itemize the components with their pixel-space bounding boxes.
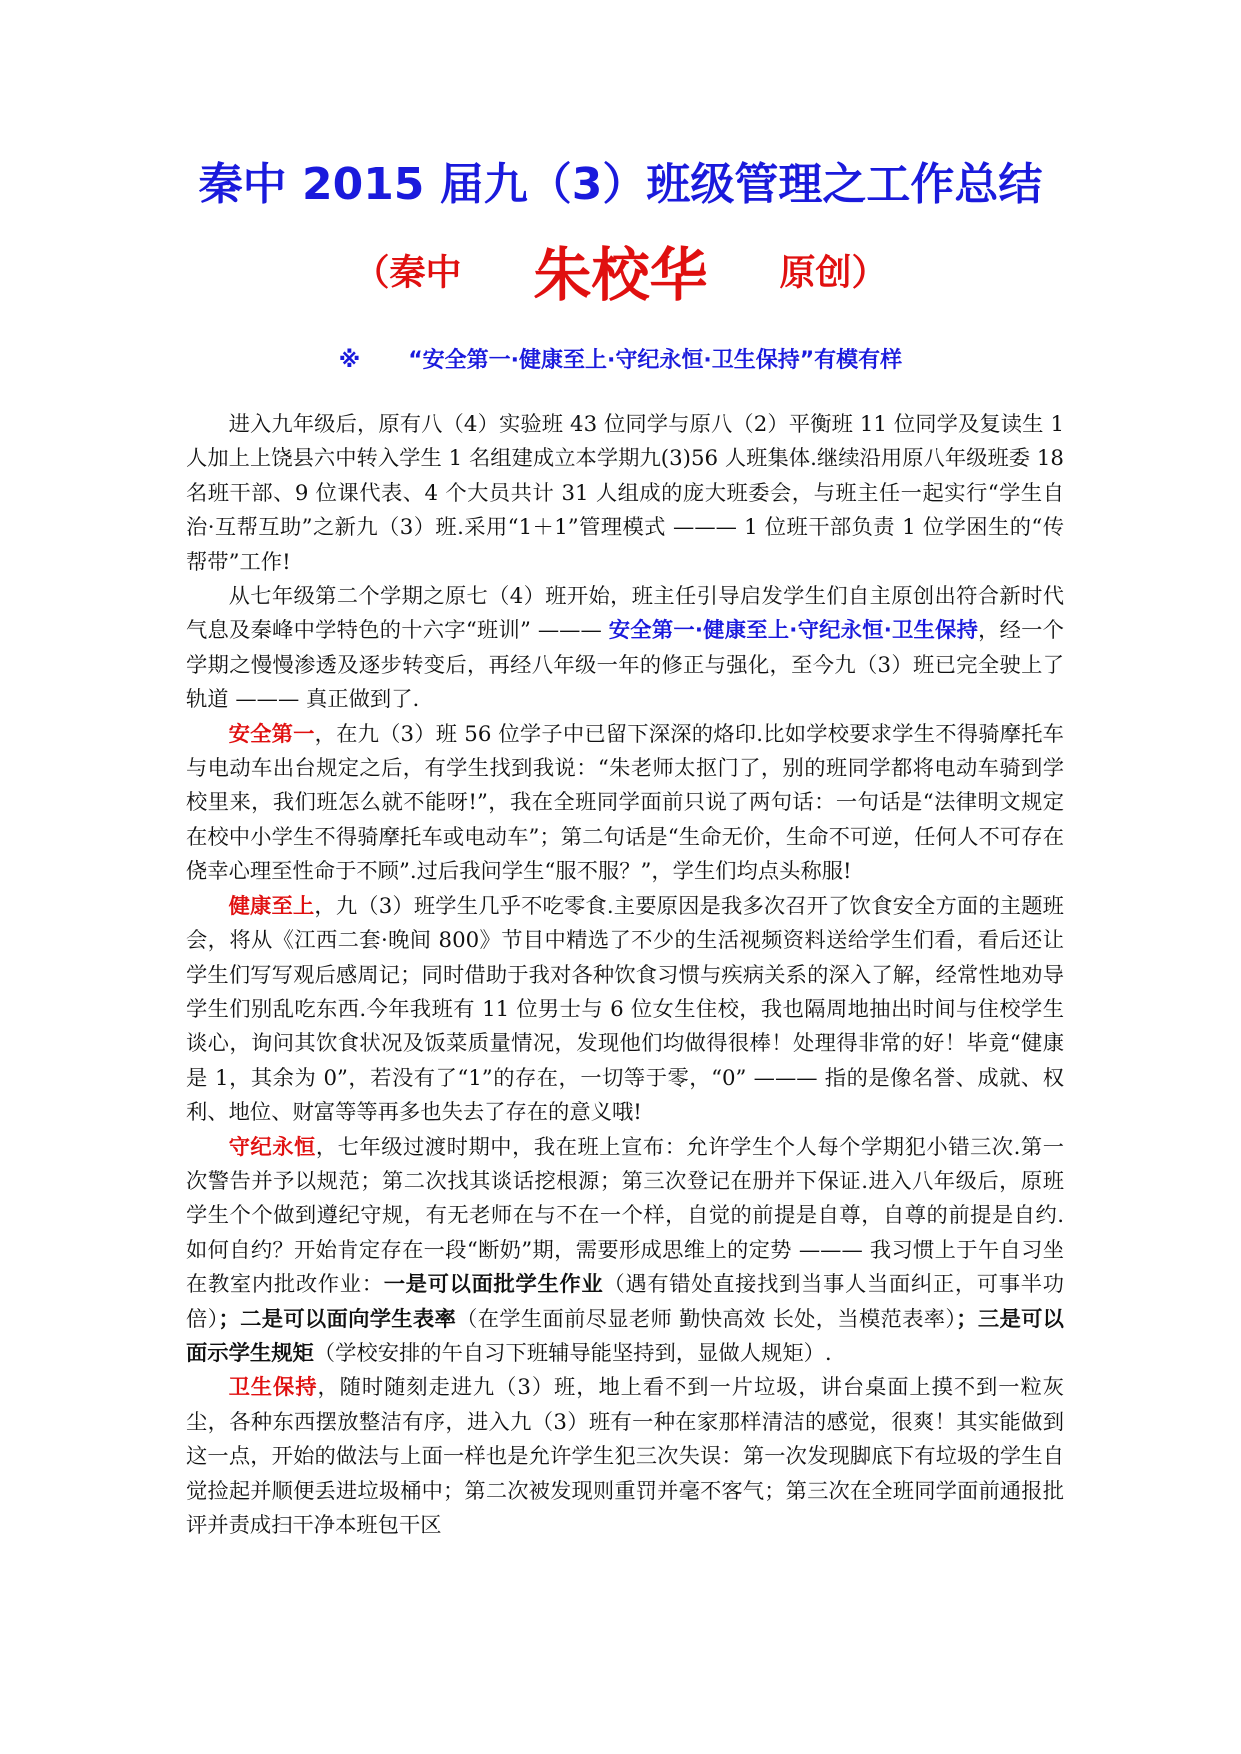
paragraph-text: ，在九（3）班 56 位学子中已留下深深的烙印.比如学校要求学生不得骑摩托车与电动车出台规定之后，有学生找到我说：“朱老师太抠门了，别的班同学都将电动车骑到学校里来，我们班怎么就不能呀!”，我在全班同学面前只说了两句话：一句话是“法律明文规定在校中小学生不得骑摩托车或电动车”；第二句话是“生命无价，生命不可逆，任何人不可存在侥幸心理至性命于不顾”.过后我问学生“服不服？”，学生们均点头称服! <box>186 721 1064 885</box>
paragraph-motto-origin <box>186 580 1064 718</box>
paragraph-discipline <box>186 1131 1064 1372</box>
paragraph-text: （在学生面前尽显老师 勤快高效 长处，当模范表率） <box>456 1306 957 1332</box>
document-body <box>186 408 1064 1543</box>
paragraph-text: ，随时随刻走进九（3）班，地上看不到一片垃圾，讲台桌面上摸不到一粒灰尘，各种东西摆放整洁有序，进入九（3）班有一种在家那样清洁的感觉，很爽！其实能做到这一点，开始的做法与上面一样也是允许学生犯三次失误：第一次发现脚底下有垃圾的学生自觉捡起并顺便丢进垃圾桶中；第二次被发现则重罚并毫不客气；第三次在全班同学面前通报批评并责成扫干净本班包干区 <box>186 1375 1064 1538</box>
motto-text: “安全第一·健康至上·守纪永恒·卫生保持”有模有样 <box>408 348 903 373</box>
byline-left: （秦中 <box>353 252 462 294</box>
author-byline <box>0 228 1241 312</box>
paragraph-text: ，经一个学期之慢慢渗透及逐步转变后，再经八年级一年的修正与强化，至今九（3）班已完全驶上了轨道 ——— 真正做到了. <box>186 618 1064 713</box>
paragraph-text: （学校安排的午自习下班辅导能坚持到，显做人规矩）. <box>313 1340 832 1366</box>
bold-point-1: 一是可以面批学生作业 <box>383 1272 604 1298</box>
paragraph-text: （遇有错处直接找到当事人当面纠正，可事半功倍） <box>186 1272 1064 1332</box>
paragraph-text: 从七年级第二个学期之原七（4）班开始，班主任引导启发学生们自主原创出符合新时代气息及秦峰中学特色的十六字“班训” ——— <box>186 584 1064 644</box>
paragraph-text: ，七年级过渡时期中，我在班上宣布：允许学生个人每个学期犯小错三次.第一次警告并予以规范；第二次找其谈话挖根源；第三次登记在册并下保证.进入八年级后，原班学生个个做到遵纪守规，有无老师在与不在一个样，自觉的前提是自尊，自尊的前提是自约.如何自约？开始肯定存在一段“断奶”期，需要形成思维上的定势 ——— 我习惯上于午自习坐在教室内批改作业： <box>186 1134 1064 1298</box>
paragraph-text: ，九（3）班学生几乎不吃零食.主要原因是我多次召开了饮食安全方面的主题班会，将从《江西二套·晚间 800》节目中精选了不少的生活视频资料送给学生们看，看后还让学生们写写观后感周记；同时借助于我对各种饮食习惯与疾病关系的深入了解，经常性地劝导学生们别乱吃东西.今年我班有 11 位男士与 6 位女生住校，我也隔周地抽出时间与住校学生谈心，询问其饮食状况及饭菜质量情况，发现他们均做得很棒！处理得非常的好！毕竟“健康是 1，其余为 0”，若没有了“1”的存在，一切等于零，“0” ——— 指的是像名誉、成就、权利、地位、财富等等再多也失去了存在的意义哦! <box>186 893 1064 1126</box>
paragraph-safety <box>186 718 1064 890</box>
section-lead-safety: 安全第一 <box>228 721 315 747</box>
paragraph-text: 进入九年级后，原有八（4）实验班 43 位同学与原八（2）平衡班 11 位同学及复读生 1 人加上上饶县六中转入学生 1 名组建成立本学期九(3)56 人班集体.继续沿用原八年级班委 18 名班干部、9 位课代表、4 个大员共计 31 人组成的庞大班委会，与班主任一起实行“学生自治·互帮互助”之新九（3）班.采用“1＋1”管理模式 ——— 1 位班干部负责 1 位学困生的“传帮带”工作! <box>186 412 1064 575</box>
bold-point-2: ；二是可以面向学生表率 <box>218 1306 457 1332</box>
paragraph-intro <box>186 408 1064 580</box>
paragraph-hygiene <box>186 1371 1064 1543</box>
class-motto <box>0 345 1241 377</box>
author-name: 朱校华 <box>533 241 708 309</box>
reference-mark-icon: ※ <box>338 348 361 373</box>
bold-point-3: ；三是可以面示学生规矩 <box>186 1306 1064 1366</box>
section-lead-discipline: 守纪永恒 <box>228 1134 316 1160</box>
document-title: 秦中 2015 届九（3）班级管理之工作总结 <box>198 159 1043 210</box>
section-lead-hygiene: 卫生保持 <box>228 1375 318 1401</box>
paragraph-health <box>186 890 1064 1131</box>
byline-right: 原创） <box>779 252 888 294</box>
motto-highlight: 安全第一·健康至上·守纪永恒·卫生保持 <box>608 618 979 644</box>
section-lead-health: 健康至上 <box>228 893 315 919</box>
